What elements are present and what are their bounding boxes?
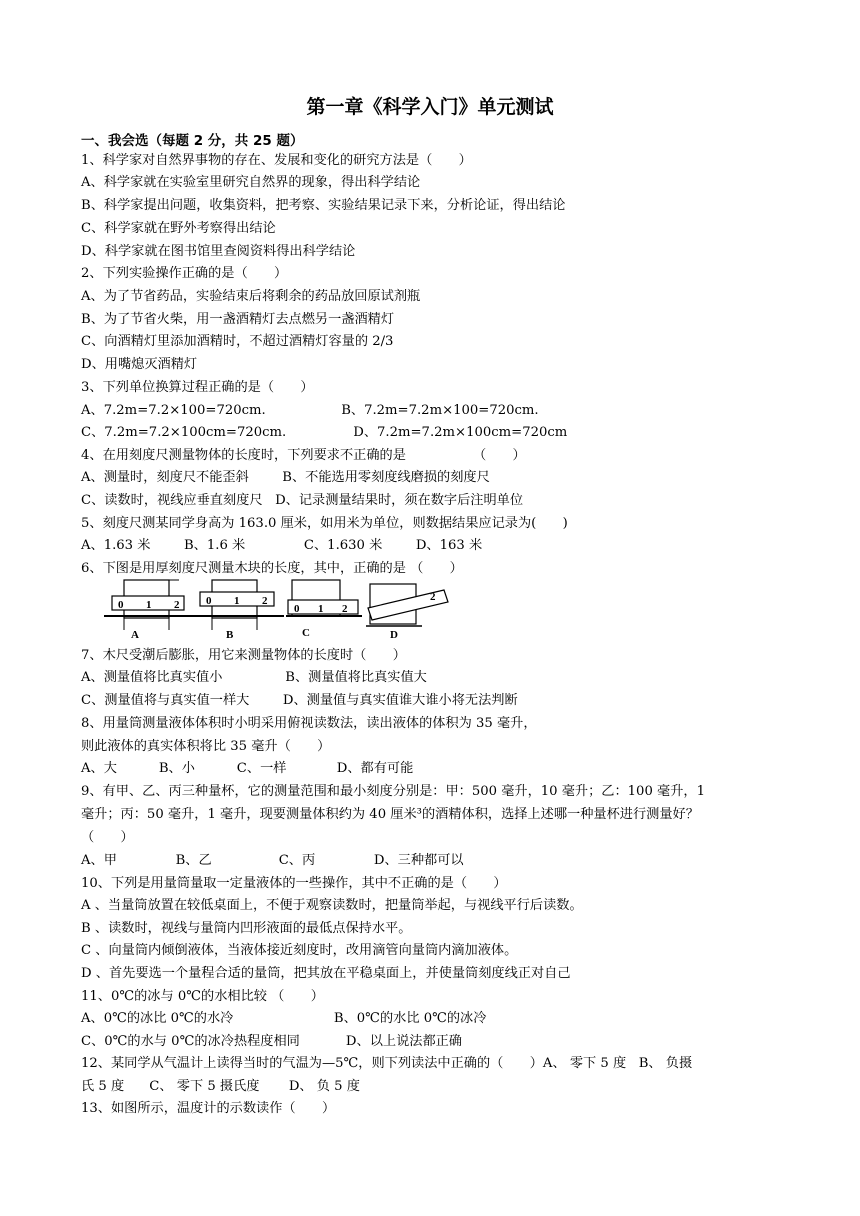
question-line: （ ） <box>81 830 134 845</box>
question-line: 11、0℃的冰与 0℃的水相比较 （ ） <box>81 989 324 1004</box>
ruler-figure <box>104 578 464 640</box>
ruler-option-b <box>198 580 284 640</box>
question-line: A、甲 B、乙 C、丙 D、三种都可以 <box>81 853 464 868</box>
question-line: 5、刻度尺测某同学身高为 163.0 厘米，如用米为单位，则数据结果应记录为( ) <box>81 516 568 531</box>
option-label-c: C <box>302 627 310 639</box>
option-label-a: A <box>131 629 139 640</box>
tick-label: 2 <box>430 591 436 603</box>
tick-label: 2 <box>342 603 348 615</box>
section-heading: 一、我会选（每题 2 分，共 25 题） <box>81 133 304 149</box>
question-line: 6、下图是用厚刻度尺测量木块的长度，其中，正确的是 （ ） <box>81 561 463 576</box>
question-line: B 、读数时，视线与量筒内凹形液面的最低点保持水平。 <box>81 921 412 936</box>
question-line: 则此液体的真实体积将比 35 毫升（ ） <box>81 739 331 754</box>
tick-label: 0 <box>118 599 124 611</box>
question-line: A、1.63 米 B、1.6 米 C、1.630 米 D、163 米 <box>81 538 483 553</box>
question-line: 10、下列是用量筒量取一定量液体的一些操作，其中不正确的是（ ） <box>81 876 507 891</box>
question-line: A、测量值将比真实值小 B、测量值将比真实值大 <box>81 670 427 685</box>
tick-label: 2 <box>262 595 268 607</box>
tick-label: 1 <box>146 599 152 611</box>
tick-label: 1 <box>234 595 240 607</box>
question-line: 13、如图所示，温度计的示数读作（ ） <box>81 1101 336 1116</box>
question-line: 9、有甲、乙、丙三种量杯，它的测量范围和最小刻度分别是：甲：500 毫升，10 毫升；乙：100 毫升，1 <box>81 784 705 799</box>
question-line: A 、当量筒放置在较低桌面上，不便于观察读数时，把量筒举起，与视线平行后读数。 <box>81 898 583 913</box>
question-line: C、科学家就在野外考察得出结论 <box>81 221 276 236</box>
question-line: 8、用量筒测量液体体积时小明采用俯视读数法，读出液体的体积为 35 毫升， <box>81 716 537 731</box>
question-line: C、向酒精灯里添加酒精时，不超过酒精灯容量的 2/3 <box>81 334 394 349</box>
tick-label: 1 <box>318 603 324 615</box>
page-title: 第一章《科学入门》单元测试 <box>306 96 554 118</box>
question-line: C、7.2m=7.2×100cm=720cm. D、7.2m=7.2m×100cm=720cm <box>81 425 568 440</box>
question-line: C、测量值将与真实值一样大 D、测量值与真实值谁大谁小将无法判断 <box>81 693 518 708</box>
question-line: D、科学家就在图书馆里查阅资料得出科学结论 <box>81 244 356 259</box>
question-line: A、科学家就在实验室里研究自然界的现象，得出科学结论 <box>81 175 421 190</box>
question-line: 毫升；丙：50 毫升，1 毫升，现要测量体积约为 40 厘米³的酒精体积，选择上述哪一种量杯进行测量好？ <box>81 807 699 822</box>
question-line: C、读数时，视线应垂直刻度尺 D、记录测量结果时，须在数字后注明单位 <box>81 493 524 508</box>
question-line: B、科学家提出问题，收集资料，把考察、实验结果记录下来，分析论证，得出结论 <box>81 198 566 213</box>
ruler-option-c <box>286 580 362 639</box>
question-line: B、为了节省火柴，用一盏酒精灯去点燃另一盏酒精灯 <box>81 312 395 327</box>
tick-label: 0 <box>206 595 212 607</box>
ruler-option-a <box>104 580 198 640</box>
question-line: 2、下列实验操作正确的是（ ） <box>81 266 288 281</box>
option-label-d: D <box>390 629 398 640</box>
question-line: C 、向量筒内倾倒液体，当液体接近刻度时，改用滴管向量筒内滴加液体。 <box>81 943 518 958</box>
tick-label: 0 <box>294 603 300 615</box>
question-line: A、为了节省药品，实验结束后将剩余的药品放回原试剂瓶 <box>81 289 421 304</box>
question-line: 1、科学家对自然界事物的存在、发展和变化的研究方法是（ ） <box>81 153 472 168</box>
question-line: 3、下列单位换算过程正确的是（ ） <box>81 380 314 395</box>
question-line: 氏 5 度 C、 零下 5 摄氏度 D、 负 5 度 <box>81 1079 360 1094</box>
question-line: A、大 B、小 C、一样 D、都有可能 <box>81 761 414 776</box>
question-line: A、测量时，刻度尺不能歪斜 B、不能选用零刻度线磨损的刻度尺 <box>81 470 490 485</box>
question-line: C、0℃的水与 0℃的冰冷热程度相同 D、以上说法都正确 <box>81 1034 462 1049</box>
tick-label: 2 <box>174 599 180 611</box>
question-line: D、用嘴熄灭酒精灯 <box>81 357 198 372</box>
question-line: 4、在用刻度尺测量物体的长度时，下列要求不正确的是 （ ） <box>81 448 526 463</box>
ruler-option-d <box>366 584 448 640</box>
question-line: 7、木尺受潮后膨胀，用它来测量物体的长度时（ ） <box>81 648 406 663</box>
option-label-b: B <box>226 629 234 640</box>
question-line: A、0℃的冰比 0℃的水冷 B、0℃的水比 0℃的冰冷 <box>81 1011 487 1026</box>
question-line: 12、某同学从气温计上读得当时的气温为—5℃，则下列读法中正确的（ ）A、 零下 5 度 B、 负摄 <box>81 1056 693 1071</box>
question-line: D 、首先要选一个量程合适的量筒，把其放在平稳桌面上，并使量筒刻度线正对自己 <box>81 966 571 981</box>
question-line: A、7.2m=7.2×100=720cm. B、7.2m=7.2m×100=720cm. <box>81 403 539 418</box>
